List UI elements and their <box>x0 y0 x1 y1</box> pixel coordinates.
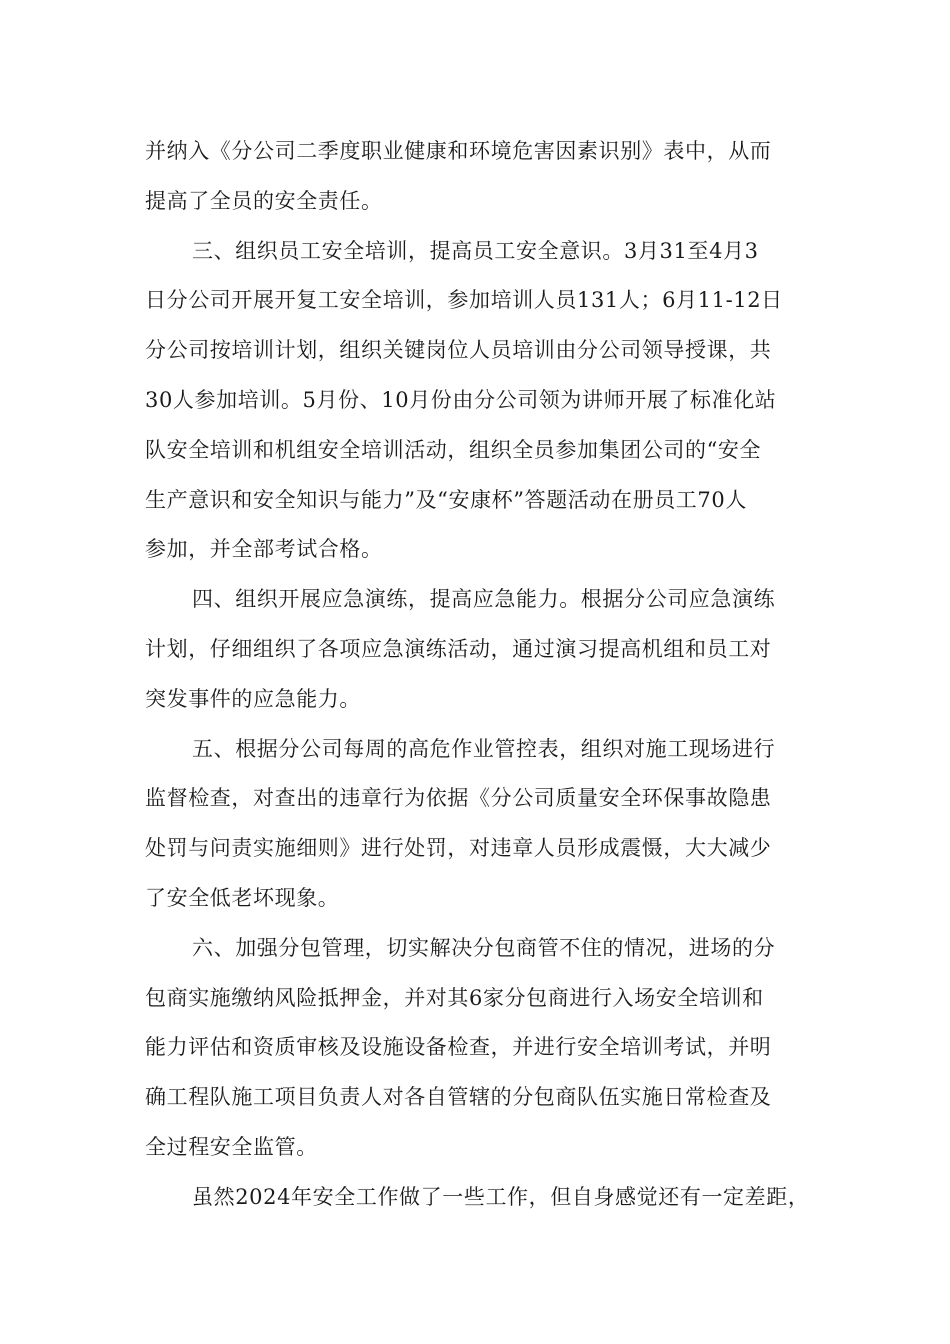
text-line: 五、根据分公司每周的高危作业管控表，组织对施工现场进行 <box>192 737 776 761</box>
text-line: 突发事件的应急能力。 <box>145 687 361 711</box>
text-line: 并纳入《分公司二季度职业健康和环境危害因素识别》表中，从而 <box>145 139 772 163</box>
text-line: 30人参加培训。5月份、10月份由分公司领为讲师开展了标准化站 <box>145 388 777 412</box>
text-line: 日分公司开展开复工安全培训，参加培训人员131人；6月11-12日 <box>145 288 783 312</box>
text-line: 了安全低老坏现象。 <box>145 886 340 910</box>
text-line: 全过程安全监管。 <box>145 1135 318 1159</box>
text-line: 监督检查，对查出的违章行为依据《分公司质量安全环保事故隐患 <box>145 786 772 810</box>
text-line: 六、加强分包管理，切实解决分包商管不住的情况，进场的分 <box>192 936 776 960</box>
text-line: 处罚与问责实施细则》进行处罚，对违章人员形成震慑，大大减少 <box>145 836 772 860</box>
text-line: 计划，仔细组织了各项应急演练活动，通过演习提高机组和员工对 <box>145 637 772 661</box>
text-line: 生产意识和安全知识与能力”及“安康杯”答题活动在册员工70人 <box>145 488 747 512</box>
text-line: 确工程队施工项目负责人对各自管辖的分包商队伍实施日常检查及 <box>145 1085 772 1109</box>
text-line: 包商实施缴纳风险抵押金，并对其6家分包商进行入场安全培训和 <box>145 986 764 1010</box>
text-line: 分公司按培训计划，组织关键岗位人员培训由分公司领导授课，共 <box>145 338 772 362</box>
text-line: 三、组织员工安全培训，提高员工安全意识。3月31至4月3 <box>192 239 759 263</box>
text-line: 队安全培训和机组安全培训活动，组织全员参加集团公司的“安全 <box>145 438 762 462</box>
text-line: 能力评估和资质审核及设施设备检查，并进行安全培训考试，并明 <box>145 1035 772 1059</box>
text-line: 提高了全员的安全责任。 <box>145 189 383 213</box>
text-line: 参加，并全部考试合格。 <box>145 537 383 561</box>
text-line: 虽然2024年安全工作做了一些工作，但自身感觉还有一定差距， <box>192 1185 810 1209</box>
text-line: 四、组织开展应急演练，提高应急能力。根据分公司应急演练 <box>192 587 776 611</box>
